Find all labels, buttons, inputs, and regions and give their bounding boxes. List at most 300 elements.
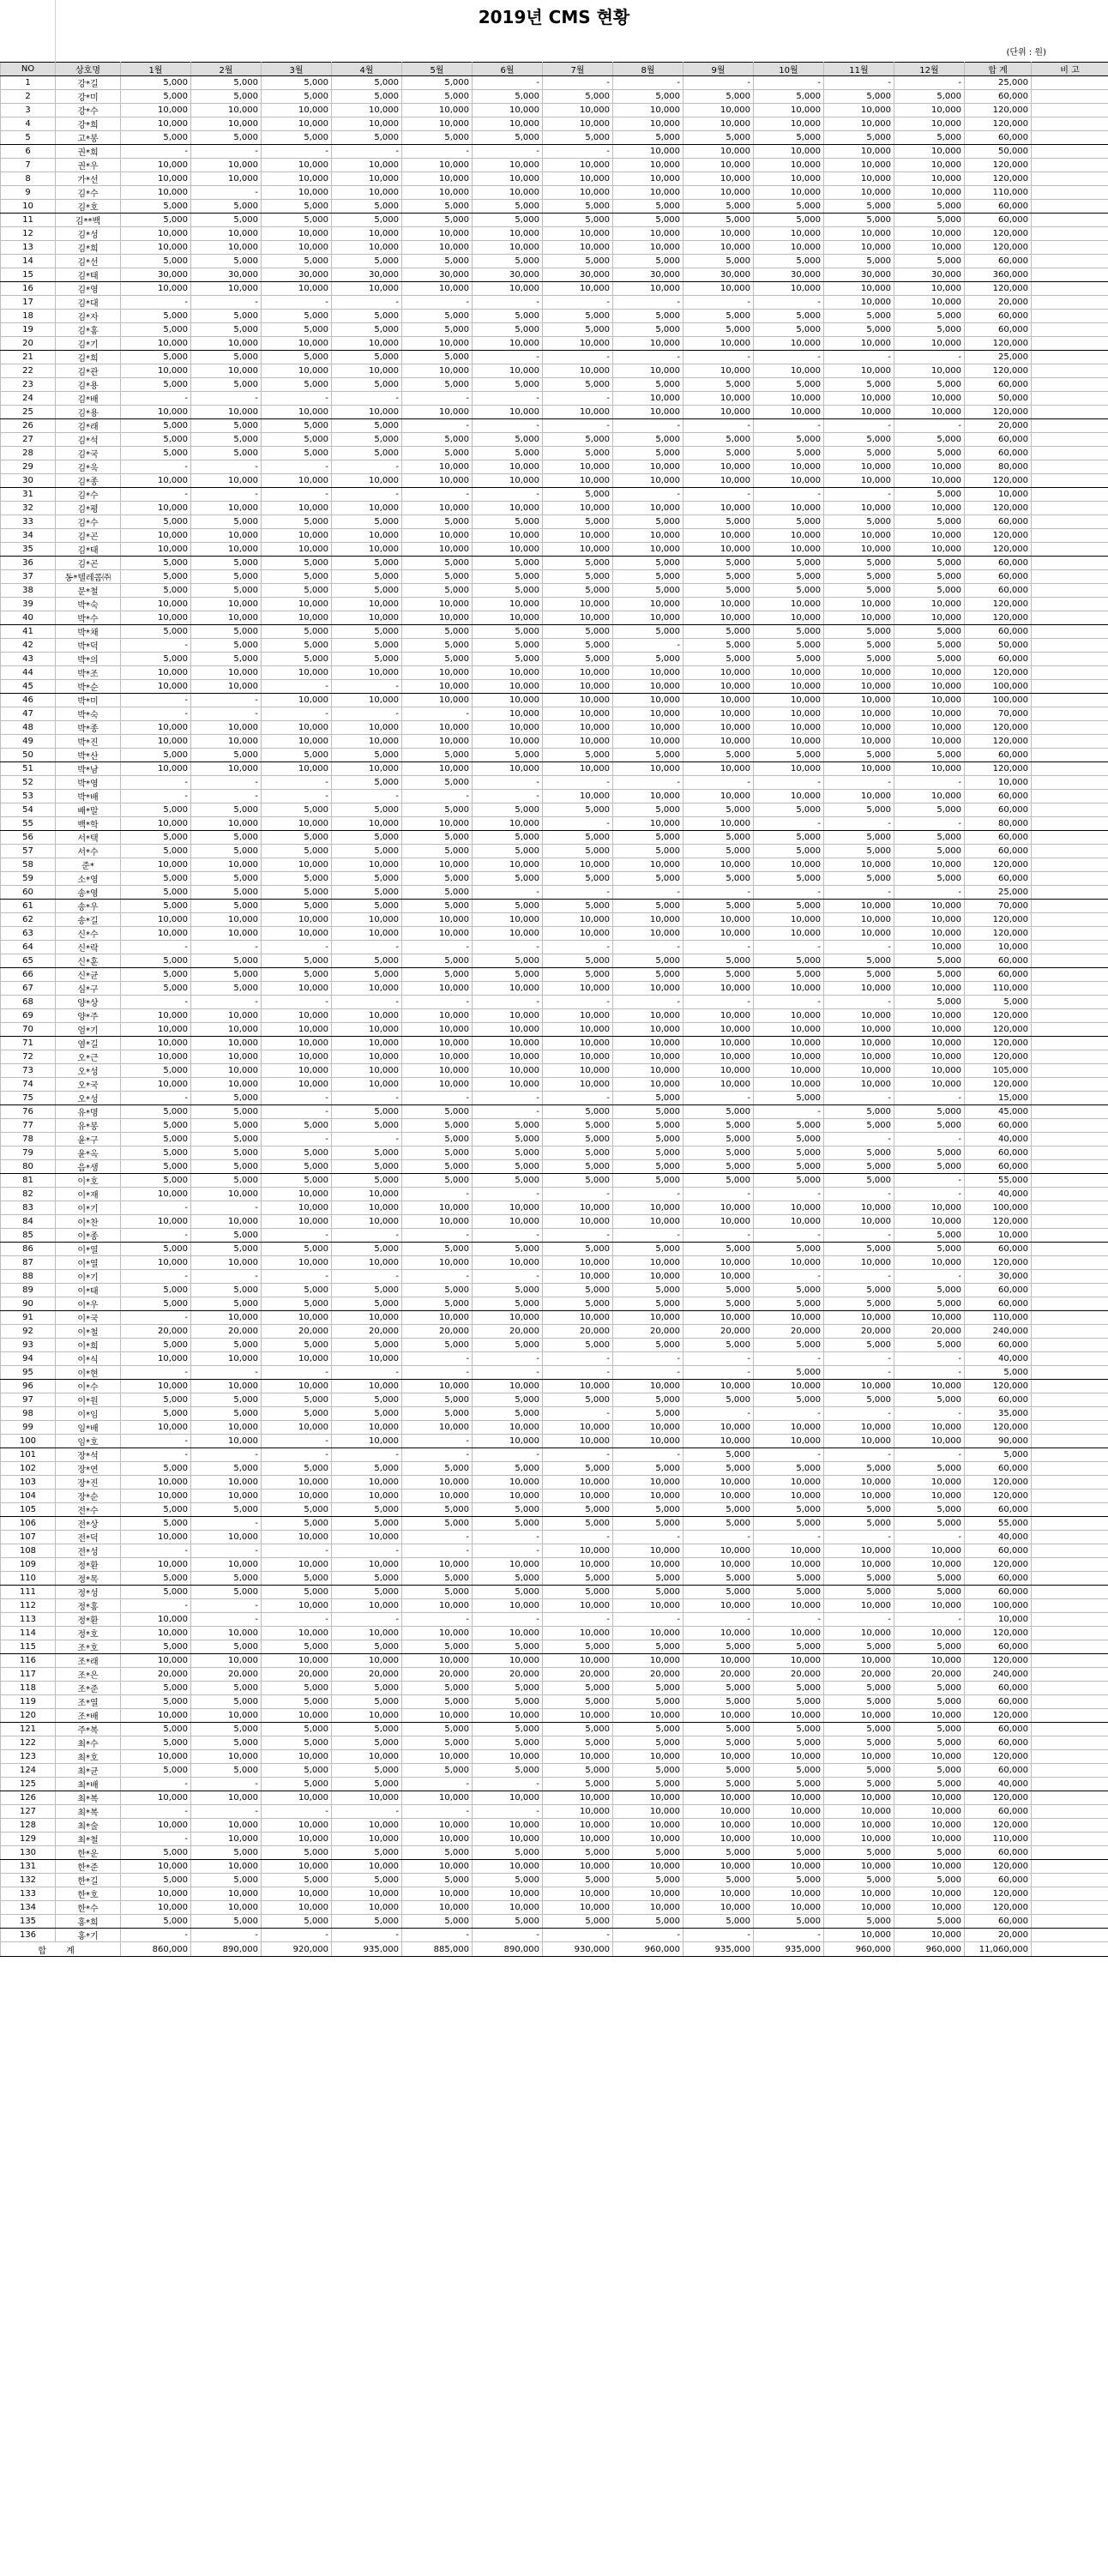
column-header: 상호명 <box>56 63 121 76</box>
month-amount: - <box>191 1448 262 1462</box>
month-amount: 20,000 <box>332 1668 402 1682</box>
month-amount: 5,000 <box>683 1572 754 1586</box>
month-amount: 10,000 <box>824 1201 894 1215</box>
month-amount: 5,000 <box>613 968 683 982</box>
month-amount: - <box>402 145 473 159</box>
note-cell <box>1032 1133 1108 1147</box>
month-amount: 5,000 <box>824 1874 894 1887</box>
month-amount: 5,000 <box>683 570 754 584</box>
row-number: 39 <box>1 598 56 611</box>
month-amount: 5,000 <box>613 1874 683 1887</box>
month-amount: 10,000 <box>824 1064 894 1078</box>
table-row <box>1 1352 1108 1366</box>
month-amount: 10,000 <box>191 680 262 694</box>
month-amount: 5,000 <box>543 1174 613 1188</box>
month-amount: 5,000 <box>402 570 473 584</box>
month-amount: 10,000 <box>543 1901 613 1915</box>
month-amount: 10,000 <box>121 1476 191 1490</box>
row-number: 123 <box>1 1750 56 1764</box>
month-amount: - <box>894 1270 965 1284</box>
row-number: 20 <box>1 337 56 351</box>
month-amount: - <box>754 1188 824 1201</box>
note-cell <box>1032 255 1108 268</box>
business-name: 김*수 <box>56 186 121 200</box>
month-total: 860,000 <box>121 1942 191 1957</box>
month-amount: 5,000 <box>121 323 191 337</box>
month-amount: 5,000 <box>824 378 894 392</box>
table-row <box>1 625 1108 639</box>
row-number: 18 <box>1 310 56 323</box>
month-amount: 5,000 <box>754 584 824 598</box>
business-name: 이*우 <box>56 1297 121 1311</box>
month-amount: - <box>543 941 613 954</box>
row-total: 120,000 <box>965 927 1032 941</box>
business-name: 동*텔레콤㈜ <box>56 570 121 584</box>
note-cell <box>1032 639 1108 653</box>
month-amount: 5,000 <box>332 900 402 913</box>
month-amount: 10,000 <box>824 858 894 872</box>
month-amount: 10,000 <box>754 186 824 200</box>
month-amount: 10,000 <box>613 1476 683 1490</box>
month-amount: 5,000 <box>191 1147 262 1160</box>
row-total: 60,000 <box>965 570 1032 584</box>
note-cell <box>1032 1503 1108 1517</box>
month-amount: 10,000 <box>262 337 332 351</box>
table-row <box>1 282 1108 296</box>
table-row <box>1 1133 1108 1147</box>
business-name: 박*숙 <box>56 598 121 611</box>
table-row <box>1 1572 1108 1586</box>
month-amount: 5,000 <box>262 557 332 570</box>
business-name: 김*곤 <box>56 557 121 570</box>
month-amount: 10,000 <box>543 1270 613 1284</box>
note-cell <box>1032 529 1108 543</box>
note-cell <box>1032 1380 1108 1393</box>
row-total: 60,000 <box>965 968 1032 982</box>
business-name: 박*영 <box>56 776 121 790</box>
table-row <box>1 1421 1108 1435</box>
month-amount: 5,000 <box>894 323 965 337</box>
month-amount: - <box>191 941 262 954</box>
month-amount: 10,000 <box>543 680 613 694</box>
month-amount: - <box>191 1544 262 1558</box>
table-row <box>1 1778 1108 1791</box>
note-cell <box>1032 1352 1108 1366</box>
month-amount: 10,000 <box>824 1421 894 1435</box>
month-amount: - <box>824 1531 894 1544</box>
row-total: 60,000 <box>965 200 1032 214</box>
month-amount: 10,000 <box>613 1490 683 1503</box>
month-amount: 10,000 <box>543 1654 613 1668</box>
month-amount: 5,000 <box>473 1846 543 1860</box>
business-name: 김*홍 <box>56 323 121 337</box>
month-amount: 5,000 <box>543 1695 613 1709</box>
month-amount: - <box>332 680 402 694</box>
row-total: 20,000 <box>965 1929 1032 1942</box>
month-amount: 10,000 <box>894 282 965 296</box>
row-total: 60,000 <box>965 214 1032 227</box>
month-amount: 5,000 <box>191 831 262 845</box>
business-name: 최*철 <box>56 1833 121 1846</box>
business-name: 장*순 <box>56 1490 121 1503</box>
month-amount: - <box>191 488 262 502</box>
month-amount: 5,000 <box>402 1517 473 1531</box>
month-amount: 5,000 <box>473 433 543 447</box>
month-amount: 5,000 <box>894 557 965 570</box>
month-amount: 10,000 <box>402 611 473 625</box>
month-amount: 10,000 <box>824 1627 894 1640</box>
table-row <box>1 1105 1108 1119</box>
month-amount: 10,000 <box>402 694 473 707</box>
month-amount: 10,000 <box>121 1791 191 1805</box>
month-amount: 5,000 <box>191 653 262 666</box>
month-amount: - <box>332 1092 402 1105</box>
month-amount: 10,000 <box>402 1750 473 1764</box>
table-row <box>1 1380 1108 1393</box>
month-amount: 10,000 <box>121 1009 191 1023</box>
month-amount: 10,000 <box>473 1037 543 1050</box>
month-amount: 5,000 <box>121 1105 191 1119</box>
business-name: 송*길 <box>56 913 121 927</box>
month-amount: 10,000 <box>824 1023 894 1037</box>
month-amount: 10,000 <box>402 721 473 735</box>
month-amount: 5,000 <box>824 1160 894 1174</box>
month-amount: - <box>121 996 191 1009</box>
month-amount: 10,000 <box>332 337 402 351</box>
month-amount: 10,000 <box>613 1819 683 1833</box>
table-row <box>1 1435 1108 1448</box>
month-amount: 10,000 <box>332 1750 402 1764</box>
row-total: 60,000 <box>965 749 1032 762</box>
note-cell <box>1032 1517 1108 1531</box>
month-amount: 5,000 <box>262 1297 332 1311</box>
business-name: 이*기 <box>56 1270 121 1284</box>
month-amount: 10,000 <box>754 1064 824 1078</box>
month-amount: 5,000 <box>543 1682 613 1695</box>
month-amount: 5,000 <box>473 323 543 337</box>
month-amount: - <box>824 488 894 502</box>
month-amount: 10,000 <box>262 858 332 872</box>
month-amount: 5,000 <box>613 1778 683 1791</box>
month-amount: 10,000 <box>262 1558 332 1572</box>
month-amount: 5,000 <box>332 1339 402 1352</box>
month-amount: 10,000 <box>543 282 613 296</box>
row-number: 92 <box>1 1325 56 1339</box>
month-amount: 5,000 <box>824 639 894 653</box>
month-amount: 20,000 <box>402 1325 473 1339</box>
month-amount: 10,000 <box>262 1901 332 1915</box>
month-amount: 5,000 <box>613 1105 683 1119</box>
month-amount: 10,000 <box>683 1654 754 1668</box>
month-amount: 5,000 <box>473 1243 543 1256</box>
business-name: 임*배 <box>56 1421 121 1435</box>
month-amount: 10,000 <box>262 1064 332 1078</box>
month-amount: 10,000 <box>894 1544 965 1558</box>
month-amount: 5,000 <box>824 1517 894 1531</box>
month-amount: 5,000 <box>191 1339 262 1352</box>
month-amount: 5,000 <box>402 1640 473 1654</box>
row-total: 120,000 <box>965 1887 1032 1901</box>
month-amount: 5,000 <box>754 749 824 762</box>
note-cell <box>1032 296 1108 310</box>
month-amount: 10,000 <box>402 1064 473 1078</box>
month-amount: 10,000 <box>824 735 894 749</box>
row-total: 120,000 <box>965 1380 1032 1393</box>
month-amount: 5,000 <box>121 214 191 227</box>
month-amount: 20,000 <box>473 1668 543 1682</box>
table-row <box>1 502 1108 515</box>
month-amount: 5,000 <box>191 1105 262 1119</box>
month-amount: 10,000 <box>332 1256 402 1270</box>
month-amount: 5,000 <box>824 1147 894 1160</box>
month-amount: 10,000 <box>824 474 894 488</box>
month-amount: 5,000 <box>332 625 402 639</box>
table-row <box>1 1887 1108 1901</box>
row-total: 120,000 <box>965 721 1032 735</box>
month-amount: 5,000 <box>262 200 332 214</box>
month-amount: - <box>683 1352 754 1366</box>
table-row <box>1 1174 1108 1188</box>
month-amount: 10,000 <box>121 1078 191 1092</box>
month-amount: - <box>683 1531 754 1544</box>
month-amount: 5,000 <box>121 90 191 104</box>
month-amount: 5,000 <box>543 1147 613 1160</box>
month-amount: - <box>402 1778 473 1791</box>
month-amount: 10,000 <box>402 1627 473 1640</box>
month-amount: 5,000 <box>121 310 191 323</box>
note-cell <box>1032 145 1108 159</box>
month-amount: 10,000 <box>121 1627 191 1640</box>
month-amount: - <box>894 817 965 831</box>
business-name: 김*성 <box>56 227 121 241</box>
month-amount: 5,000 <box>894 1682 965 1695</box>
month-amount: 5,000 <box>754 200 824 214</box>
month-amount: 5,000 <box>754 515 824 529</box>
month-amount: 10,000 <box>473 982 543 996</box>
month-amount: - <box>754 1352 824 1366</box>
month-amount: 5,000 <box>402 1462 473 1476</box>
month-amount: 5,000 <box>121 803 191 817</box>
month-amount: 10,000 <box>824 296 894 310</box>
row-total: 100,000 <box>965 1201 1032 1215</box>
month-amount: - <box>894 776 965 790</box>
month-amount: 10,000 <box>191 1421 262 1435</box>
month-amount: - <box>613 1229 683 1243</box>
business-name: 전*성 <box>56 1544 121 1558</box>
row-total: 60,000 <box>965 872 1032 886</box>
table-row <box>1 200 1108 214</box>
month-amount: 10,000 <box>894 1311 965 1325</box>
table-row <box>1 1695 1108 1709</box>
business-name: 박*순 <box>56 680 121 694</box>
month-amount: - <box>191 790 262 803</box>
row-number: 135 <box>1 1915 56 1929</box>
row-total: 120,000 <box>965 1476 1032 1490</box>
month-amount: 5,000 <box>824 1695 894 1709</box>
month-amount: 10,000 <box>262 913 332 927</box>
month-amount: 5,000 <box>754 1092 824 1105</box>
month-amount: 5,000 <box>683 1147 754 1160</box>
month-amount: 5,000 <box>894 1517 965 1531</box>
business-name: 문*철 <box>56 584 121 598</box>
month-amount: 5,000 <box>613 214 683 227</box>
row-total: 240,000 <box>965 1668 1032 1682</box>
month-amount: - <box>894 76 965 90</box>
month-amount: 5,000 <box>191 982 262 996</box>
month-amount: 10,000 <box>121 227 191 241</box>
month-amount: - <box>121 1270 191 1284</box>
month-amount: 5,000 <box>894 515 965 529</box>
month-amount: - <box>754 296 824 310</box>
table-row <box>1 543 1108 557</box>
row-total: 60,000 <box>965 1462 1032 1476</box>
month-amount: 10,000 <box>402 117 473 131</box>
month-amount: 10,000 <box>332 1050 402 1064</box>
month-amount: 10,000 <box>332 598 402 611</box>
month-amount: 5,000 <box>683 1160 754 1174</box>
business-name: 박*수 <box>56 611 121 625</box>
business-name: 백*학 <box>56 817 121 831</box>
month-amount: 5,000 <box>262 1517 332 1531</box>
note-cell <box>1032 1901 1108 1915</box>
business-name: 윤*옥 <box>56 1147 121 1160</box>
month-amount: 5,000 <box>191 447 262 460</box>
column-header: 10월 <box>754 63 824 76</box>
business-name: 장*연 <box>56 1462 121 1476</box>
month-amount: 10,000 <box>332 543 402 557</box>
month-amount: 5,000 <box>894 1393 965 1407</box>
business-name: 김*호 <box>56 200 121 214</box>
month-amount: 10,000 <box>332 1311 402 1325</box>
month-amount: - <box>473 996 543 1009</box>
month-amount: 5,000 <box>824 749 894 762</box>
month-amount: - <box>121 941 191 954</box>
month-amount: 10,000 <box>121 474 191 488</box>
month-amount: - <box>754 351 824 364</box>
month-amount: 5,000 <box>332 310 402 323</box>
row-total: 60,000 <box>965 557 1032 570</box>
month-amount: 10,000 <box>473 735 543 749</box>
row-number: 50 <box>1 749 56 762</box>
business-name: 배*말 <box>56 803 121 817</box>
row-number: 85 <box>1 1229 56 1243</box>
month-amount: 10,000 <box>824 1833 894 1846</box>
month-amount: 5,000 <box>683 954 754 968</box>
month-amount: - <box>121 1778 191 1791</box>
business-name: 한*호 <box>56 1887 121 1901</box>
note-cell <box>1032 803 1108 817</box>
month-amount: 5,000 <box>543 1297 613 1311</box>
month-amount: 5,000 <box>894 1764 965 1778</box>
month-amount: 5,000 <box>824 214 894 227</box>
month-amount: 10,000 <box>613 337 683 351</box>
month-amount: 5,000 <box>543 954 613 968</box>
table-row <box>1 1366 1108 1380</box>
month-amount: 10,000 <box>543 1201 613 1215</box>
row-number: 86 <box>1 1243 56 1256</box>
month-amount: 5,000 <box>473 653 543 666</box>
month-amount: 10,000 <box>824 282 894 296</box>
month-amount: - <box>683 1929 754 1942</box>
business-name: 김*종 <box>56 474 121 488</box>
month-amount: 5,000 <box>824 1640 894 1654</box>
month-amount: 10,000 <box>332 982 402 996</box>
month-amount: 5,000 <box>473 1133 543 1147</box>
row-number: 130 <box>1 1846 56 1860</box>
month-amount: - <box>543 776 613 790</box>
row-total: 60,000 <box>965 1874 1032 1887</box>
month-amount: 10,000 <box>262 1490 332 1503</box>
row-number: 17 <box>1 296 56 310</box>
month-amount: 10,000 <box>473 1421 543 1435</box>
month-amount: 10,000 <box>754 364 824 378</box>
note-cell <box>1032 1174 1108 1188</box>
month-amount: - <box>754 1270 824 1284</box>
month-amount: 20,000 <box>543 1325 613 1339</box>
business-name: 고*봉 <box>56 131 121 145</box>
month-amount: 10,000 <box>754 227 824 241</box>
month-amount: 5,000 <box>473 1503 543 1517</box>
month-amount: 5,000 <box>191 419 262 433</box>
month-amount: 10,000 <box>543 735 613 749</box>
business-name: 심*구 <box>56 982 121 996</box>
month-amount: - <box>121 1366 191 1380</box>
month-amount: 10,000 <box>473 337 543 351</box>
month-amount: 10,000 <box>754 1215 824 1229</box>
month-amount: 10,000 <box>473 1078 543 1092</box>
note-cell <box>1032 1695 1108 1709</box>
row-number: 108 <box>1 1544 56 1558</box>
month-amount: - <box>262 145 332 159</box>
month-amount: - <box>894 419 965 433</box>
note-cell <box>1032 1490 1108 1503</box>
note-cell <box>1032 1805 1108 1819</box>
column-header: 3월 <box>262 63 332 76</box>
month-amount: 10,000 <box>191 1709 262 1723</box>
row-number: 69 <box>1 1009 56 1023</box>
month-amount: 5,000 <box>191 570 262 584</box>
row-total: 360,000 <box>965 268 1032 282</box>
month-amount: 5,000 <box>683 1764 754 1778</box>
month-amount: 10,000 <box>894 172 965 186</box>
month-amount: - <box>262 1448 332 1462</box>
month-amount: 20,000 <box>332 1325 402 1339</box>
row-number: 1 <box>1 76 56 90</box>
month-amount: 5,000 <box>613 845 683 858</box>
row-number: 100 <box>1 1435 56 1448</box>
month-amount: 10,000 <box>402 282 473 296</box>
month-amount: 5,000 <box>754 433 824 447</box>
note-cell <box>1032 831 1108 845</box>
month-amount: 5,000 <box>473 557 543 570</box>
month-amount: 10,000 <box>894 1064 965 1078</box>
month-amount: 10,000 <box>754 1819 824 1833</box>
table-row <box>1 1311 1108 1325</box>
note-cell <box>1032 1846 1108 1860</box>
row-total: 40,000 <box>965 1133 1032 1147</box>
month-amount: 5,000 <box>191 1462 262 1476</box>
month-amount: 10,000 <box>262 1380 332 1393</box>
month-amount: - <box>754 776 824 790</box>
month-amount: 10,000 <box>473 502 543 515</box>
month-amount: 10,000 <box>754 460 824 474</box>
month-amount: 10,000 <box>262 241 332 255</box>
month-amount: 10,000 <box>683 1270 754 1284</box>
month-amount: 5,000 <box>402 1284 473 1297</box>
row-number: 70 <box>1 1023 56 1037</box>
table-row <box>1 433 1108 447</box>
month-amount: 5,000 <box>824 1736 894 1750</box>
